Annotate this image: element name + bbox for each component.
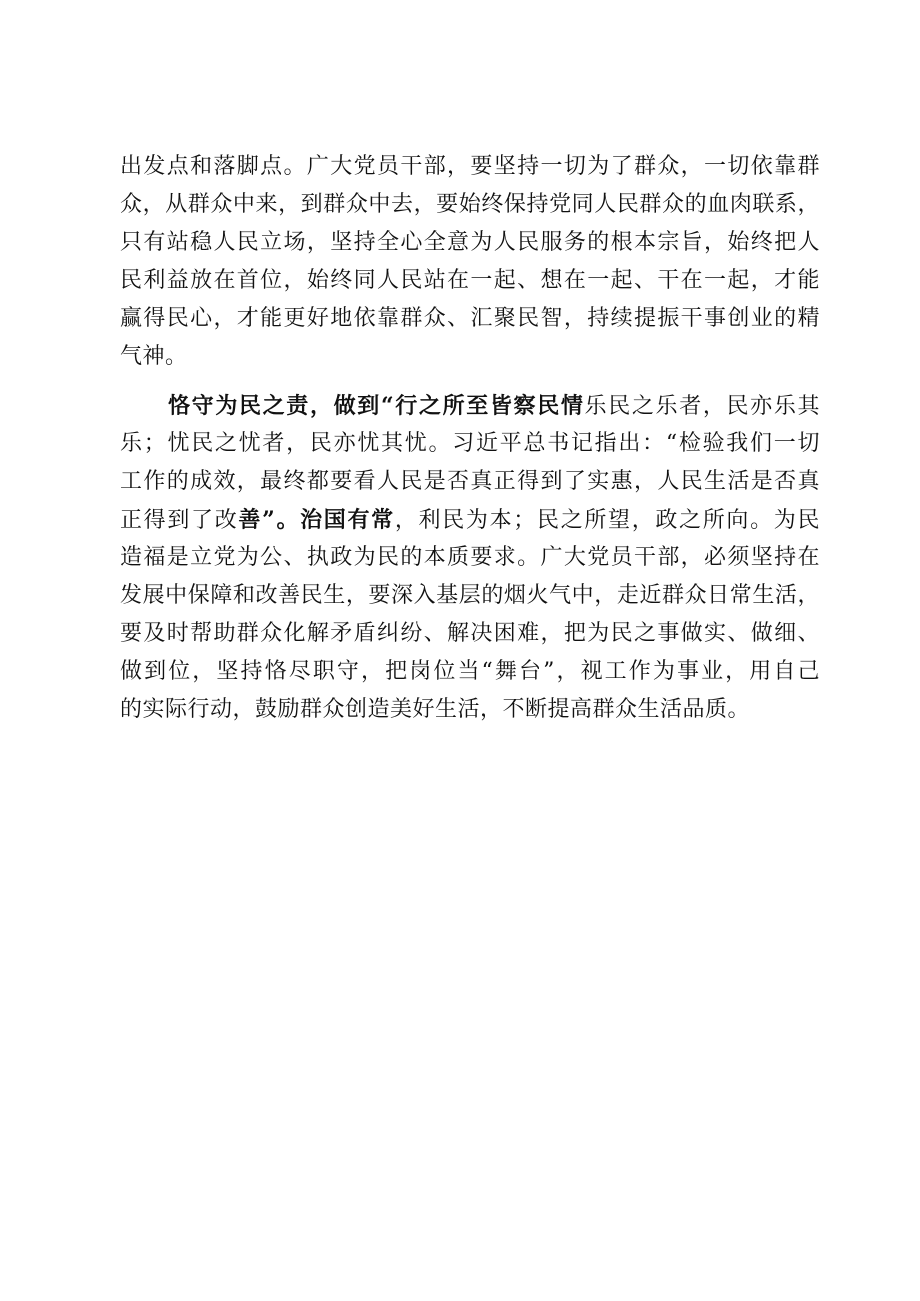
text-line xyxy=(120,501,820,539)
text-line: 赢得民心，才能更好地依靠群众、汇聚民智，持续提振干事创业的精 xyxy=(120,306,820,331)
text-segment: 乐民之乐者，民亦乐其 xyxy=(584,394,820,419)
text-line: 出发点和落脚点。广大党员干部，要坚持一切为了群众，一切依靠群 xyxy=(120,154,820,179)
text-line: 做到位，坚持恪尽职守，把岗位当“舞台”，视工作为事业，用自己 xyxy=(120,659,820,684)
text-segment: ，利民为本；民之所望，政之所向。为民 xyxy=(394,508,820,533)
text-line: 只有站稳人民立场，坚持全心全意为人民服务的根本宗旨，始终把人 xyxy=(120,230,820,255)
text-line: 发展中保障和改善民生，要深入基层的烟火气中，走近群众日常生活， xyxy=(120,583,820,608)
text-line: 众，从群众中来，到群众中去，要始终保持党同人民群众的血肉联系， xyxy=(120,192,820,217)
text-line: 乐；忧民之忧者，民亦忧其忧。习近平总书记指出：“检验我们一切 xyxy=(120,431,820,456)
text-segment: 正得到了改 xyxy=(120,508,239,533)
text-line xyxy=(120,387,820,425)
document-body xyxy=(120,148,820,729)
text-line: 气神。 xyxy=(120,344,188,369)
bold-segment: 善”。治国有常 xyxy=(238,507,395,533)
text-line: 造福是立党为公、执政为民的本质要求。广大党员干部，必须坚持在 xyxy=(120,545,820,570)
paragraph-2 xyxy=(120,387,820,729)
text-line: 的实际行动，鼓励群众创造美好生活，不断提高群众生活品质。 xyxy=(120,697,751,722)
text-line: 要及时帮助群众化解矛盾纠纷、解决困难，把为民之事做实、做细、 xyxy=(120,621,820,646)
paragraph-1 xyxy=(120,148,820,376)
paragraph-heading: 恪守为民之责，做到“行之所至皆察民情 xyxy=(168,393,585,419)
text-line: 民利益放在首位，始终同人民站在一起、想在一起、干在一起，才能 xyxy=(120,268,820,293)
text-line: 工作的成效，最终都要看人民是否真正得到了实惠，人民生活是否真 xyxy=(120,469,820,494)
